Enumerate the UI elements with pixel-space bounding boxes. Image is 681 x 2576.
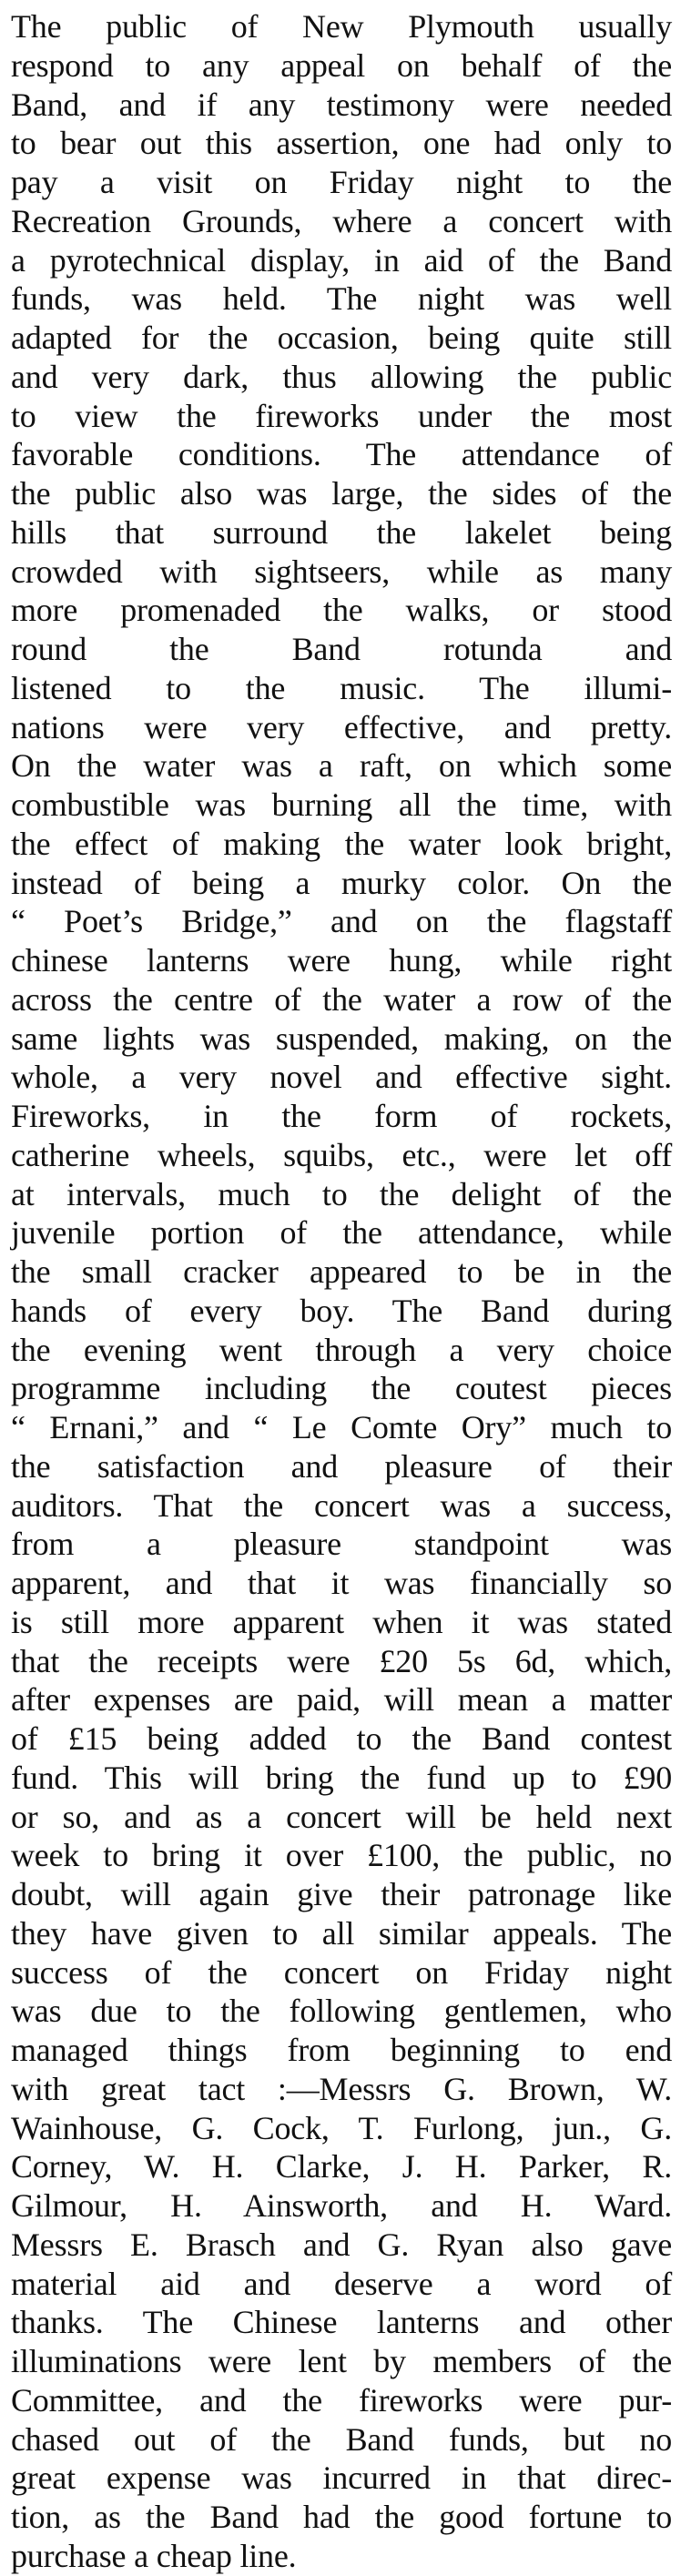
article-line: Corney, W. H. Clarke, J. H. Parker, R. [11,2148,672,2186]
article-line: chased out of the Band funds, but no [11,2420,672,2458]
article-line: and very dark, thus allowing the public [11,358,672,395]
article-line: catherine wheels, squibs, etc., were let off [11,1136,672,1173]
article-line: illuminations were lent by members of the [11,2343,672,2379]
article-line: juvenile portion of the attendance, while [11,1214,672,1252]
article-line: tion, as the Band had the good fortune to [11,2499,672,2535]
article-line: Messrs E. Brasch and G. Ryan also gave [11,2226,672,2263]
article-line: Committee, and the fireworks were pur- [11,2381,672,2419]
article-line: respond to any appeal on behalf of the [11,46,672,84]
article-line: adapted for the occasion, being quite still [11,319,672,356]
article-line: material aid and deserve a word of [11,2265,672,2302]
article-line: week to bring it over £100, the public, no [11,1837,672,1874]
article-line: whole, a very novel and effective sight. [11,1059,672,1096]
article-line: more promenaded the walks, or stood [11,592,672,629]
article-line: great expense was incurred in that direc- [11,2459,672,2497]
article-line: or so, and as a concert will be held next [11,1798,672,1835]
article-line: Gilmour, H. Ainsworth, and H. Ward. [11,2187,672,2224]
article-line: instead of being a murky color. On the [11,864,672,901]
article-line: was due to the following gentlemen, who [11,1993,672,2030]
article-line: with great tact :—Messrs G. Brown, W. [11,2070,672,2107]
article-line: combustible was burning all the time, with [11,786,672,823]
article-line: Recreation Grounds, where a concert with [11,202,672,239]
article-line: On the water was a raft, on which some [11,747,672,785]
article-line: funds, was held. The night was well [11,280,672,318]
article-line: the effect of making the water look bright, [11,825,672,862]
article-line: that the receipts were £20 5s 6d, which, [11,1642,672,1679]
article-line: is still more apparent when it was stated [11,1603,672,1640]
article-line: round the Band rotunda and [11,631,672,667]
article-line: nations were very effective, and pretty. [11,708,672,745]
article-line: a pyrotechnical display, in aid of the Band [11,241,672,279]
article-line: across the centre of the water a row of the [11,980,672,1018]
article-line: auditors. That the concert was a success, [11,1486,672,1524]
article-line: doubt, will again give their patronage like [11,1876,672,1912]
newspaper-article [11,7,672,2576]
article-line: the small cracker appeared to be in the [11,1253,672,1290]
article-line: the public also was large, the sides of the [11,475,672,512]
article-line: purchase a cheap line. [11,2537,297,2574]
article-line: from a pleasure standpoint was [11,1526,672,1563]
article-line: to bear out this assertion, one had only to [11,125,672,162]
article-line: managed things from beginning to end [11,2032,672,2068]
article-line: of £15 being added to the Band contest [11,1720,672,1757]
article-line: fund. This will bring the fund up to £90 [11,1759,672,1796]
article-line: The public of New Plymouth usually [11,8,672,45]
article-line: success of the concert on Friday night [11,1953,672,1991]
article-line: after expenses are paid, will mean a matter [11,1681,672,1719]
article-line: “ Poet’s Bridge,” and on the flagstaff [11,903,672,940]
article-line: “ Ernani,” and “ Le Comte Ory” much to [11,1409,672,1445]
article-line: Wainhouse, G. Cock, T. Furlong, jun., G. [11,2109,672,2146]
article-line: favorable conditions. The attendance of [11,436,672,473]
article-line: chinese lanterns were hung, while right [11,942,672,979]
article-line: at intervals, much to the delight of the [11,1175,672,1212]
article-line: thanks. The Chinese lanterns and other [11,2304,672,2341]
article-line: apparent, and that it was financially so [11,1565,672,1601]
article-line: they have given to all similar appeals. The [11,1914,672,1952]
article-line: Band, and if any testimony were needed [11,86,672,123]
article-line: same lights was suspended, making, on the [11,1019,672,1057]
article-line: crowded with sightseers, while as many [11,553,672,590]
article-line: to view the fireworks under the most [11,397,672,434]
article-line: Fireworks, in the form of rockets, [11,1098,672,1134]
article-line: programme including the coutest pieces [11,1370,672,1407]
article-line: listened to the music. The illumi- [11,669,672,706]
article-line: hills that surround the lakelet being [11,513,672,551]
article-line: hands of every boy. The Band during [11,1292,672,1329]
article-line: the satisfaction and pleasure of their [11,1447,672,1485]
article-line: pay a visit on Friday night to the [11,164,672,200]
article-line: the evening went through a very choice [11,1331,672,1368]
